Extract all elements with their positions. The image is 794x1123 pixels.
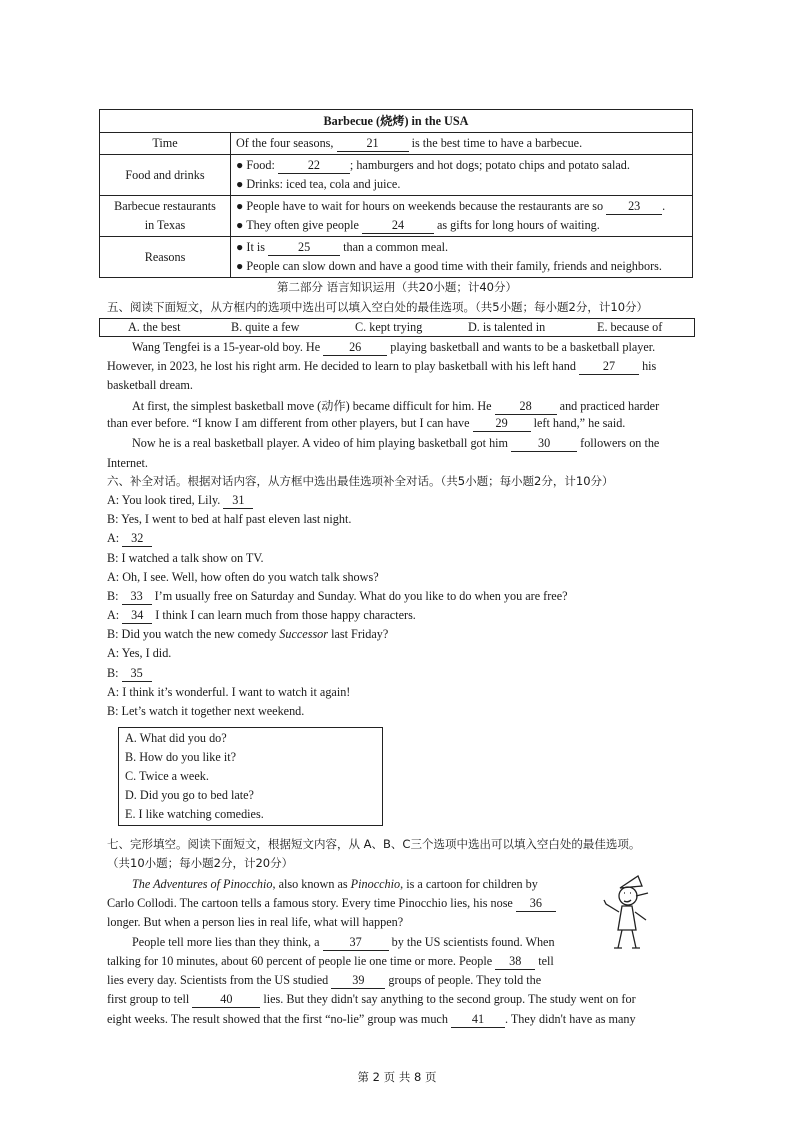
row-label-reasons: Reasons [100, 237, 231, 278]
page-number: 第 2 页 共 8 页 [357, 1070, 437, 1084]
restaurants-cell: ● People have to wait for hours on weekends because the restaurants are so 23 . ● They often give people 24 as gifts for long hours of waiting. [231, 196, 693, 237]
table-row [100, 237, 693, 278]
blank-36[interactable]: 36 [516, 896, 556, 912]
dialogue-line: A: You look tired, Lily. 31 [107, 493, 253, 509]
dialogue-line: B: 33 I’m usually free on Saturday and Sunday. What do you like to do when you are free? [107, 589, 568, 603]
blank-33[interactable]: 33 [122, 589, 152, 605]
sec6-option-a: A. What did you do? [125, 731, 227, 745]
sec7-line7: first group to tell 40 lies. But they didn't say anything to the second group. The study went on for [107, 992, 636, 1006]
sec7-heading: 七、完形填空。阅读下面短文，根据短文内容，从 A、B、C三个选项中选出可以填入空白处的最佳选项。 [107, 837, 641, 851]
table-title: Barbecue (烧烤) in the USA [100, 110, 693, 133]
sec7-heading-2: （共10小题；每小题2分，计20分） [107, 856, 294, 870]
part2-title: 第二部分 语言知识运用（共20小题；计40分） [277, 280, 517, 294]
sec6-option-c: C. Twice a week. [125, 769, 209, 783]
sec7-line1: The Adventures of Pinocchio, also known as Pinocchio, is a cartoon for children by [132, 877, 538, 891]
blank-37[interactable]: 37 [323, 935, 389, 951]
sec6-options-box [118, 727, 383, 826]
blank-23[interactable]: 23 [606, 199, 662, 215]
blank-35[interactable]: 35 [122, 666, 152, 682]
sec6-option-b: B. How do you like it? [125, 750, 237, 764]
sec5-line1: Wang Tengfei is a 15-year-old boy. He 26 playing basketball and wants to be a basketball player. [132, 340, 656, 354]
blank-30[interactable]: 30 [511, 436, 577, 452]
sec5-options-box [99, 318, 695, 337]
sec7-line5: talking for 10 minutes, about 60 percent of people lie one time or more. People 38 tell [107, 954, 554, 968]
table-row [100, 196, 693, 237]
sec5-line4: At first, the simplest basketball move (动作) became difficult for him. He 28 and practiced harder [132, 399, 660, 413]
sec7-line8: eight weeks. The result showed that the first “no-lie” group was much 41 . They didn't have as many [107, 1012, 636, 1026]
sec5-heading: 五、阅读下面短文，从方框内的选项中选出可以填入空白处的最佳选项。（共5小题；每小题2分，计10分） [107, 300, 649, 314]
table-row [100, 155, 693, 196]
blank-25[interactable]: 25 [268, 240, 340, 256]
dialogue-line: B: I watched a talk show on TV. [107, 551, 264, 565]
sec5-line7: Internet. [107, 456, 148, 470]
blank-39[interactable]: 39 [331, 973, 385, 989]
sec5-line2: However, in 2023, he lost his right arm. He decided to learn to play basketball with his left hand 27 his [107, 359, 657, 373]
blank-31[interactable]: 31 [223, 493, 253, 509]
blank-40[interactable]: 40 [192, 992, 260, 1008]
row-label-restaurants: Barbecue restaurants in Texas [100, 196, 231, 237]
blank-38[interactable]: 38 [495, 954, 535, 970]
sec5-option-b: B. quite a few [231, 320, 300, 334]
blank-34[interactable]: 34 [122, 608, 152, 624]
food-cell: ● Food: 22 ; hamburgers and hot dogs; potato chips and potato salad. ● Drinks: iced tea, cola and juice. [231, 155, 693, 196]
dialogue-line: A: I think it’s wonderful. I want to watch it again! [107, 685, 351, 699]
blank-29[interactable]: 29 [473, 416, 531, 432]
blank-32[interactable]: 32 [122, 531, 152, 547]
dialogue-line: B: Did you watch the new comedy Successor last Friday? [107, 627, 389, 641]
sec6-option-e: E. I like watching comedies. [125, 807, 264, 821]
blank-26[interactable]: 26 [323, 340, 387, 356]
dialogue-line: A: 32 [107, 531, 152, 547]
sec5-line3: basketball dream. [107, 378, 193, 392]
row-label-time: Time [100, 133, 231, 155]
sec7-line2: Carlo Collodi. The cartoon tells a famous story. Every time Pinocchio lies, his nose 36 [107, 896, 556, 912]
reasons-cell: ● It is 25 than a common meal. ● People can slow down and have a good time with their family, friends and neighbors. [231, 237, 693, 278]
sec5-option-a: A. the best [128, 320, 181, 334]
dialogue-line: B: 35 [107, 666, 152, 682]
sec7-line6: lies every day. Scientists from the US studied 39 groups of people. They told the [107, 973, 542, 987]
blank-21[interactable]: 21 [337, 136, 409, 152]
blank-28[interactable]: 28 [495, 399, 557, 415]
blank-22[interactable]: 22 [278, 158, 350, 174]
sec5-option-c: C. kept trying [355, 320, 423, 334]
sec6-option-d: D. Did you go to bed late? [125, 788, 254, 802]
time-cell: Of the four seasons, 21 is the best time to have a barbecue. [231, 133, 693, 155]
barbecue-table [99, 109, 693, 278]
dialogue-line: B: Yes, I went to bed at half past eleven last night. [107, 512, 352, 526]
sec7-line4: People tell more lies than they think, a 37 by the US scientists found. When [132, 935, 555, 949]
blank-27[interactable]: 27 [579, 359, 639, 375]
blank-41[interactable]: 41 [451, 1012, 505, 1028]
dialogue-line: A: Yes, I did. [107, 646, 172, 660]
dialogue-line: B: Let’s watch it together next weekend. [107, 704, 305, 718]
sec5-option-e: E. because of [597, 320, 663, 334]
sec5-option-d: D. is talented in [468, 320, 546, 334]
sec6-heading: 六、补全对话。根据对话内容，从方框中选出最佳选项补全对话。（共5小题；每小题2分，计10分） [107, 474, 614, 488]
row-label-food: Food and drinks [100, 155, 231, 196]
table-row [100, 133, 693, 155]
sec5-line6: Now he is a real basketball player. A video of him playing basketball got him 30 followers on the [132, 436, 660, 450]
sec5-line5: than ever before. “I know I am different from other players, but I can have 29 left hand,” he said. [107, 416, 626, 430]
blank-24[interactable]: 24 [362, 218, 434, 234]
pinocchio-illustration [598, 872, 662, 952]
sec7-line3: longer. But when a person lies in real life, what will happen? [107, 915, 404, 929]
dialogue-line: A: 34 I think I can learn much from those happy characters. [107, 608, 416, 622]
dialogue-line: A: Oh, I see. Well, how often do you watch talk shows? [107, 570, 379, 584]
